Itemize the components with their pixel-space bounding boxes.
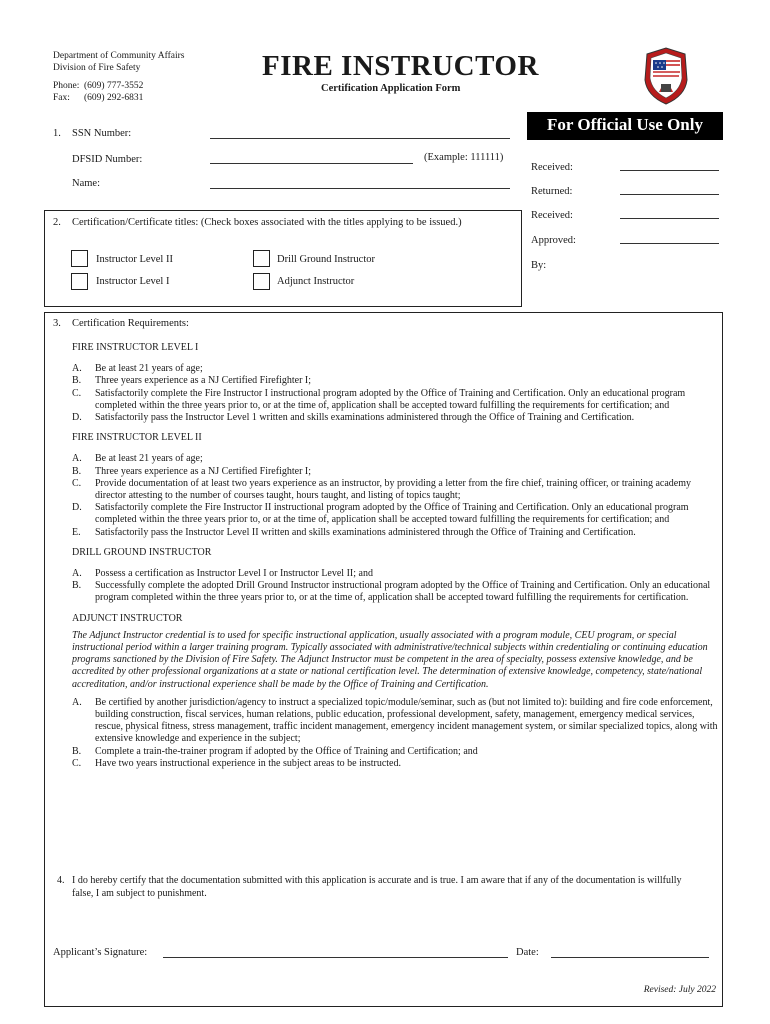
official-by-row <box>531 260 719 271</box>
adjunct-heading: ADJUNCT INSTRUCTOR <box>72 612 183 624</box>
list-item: C. Have two years instructional experience in the subject areas to be instructed. <box>72 757 401 769</box>
official-received-label: Received: <box>531 162 573 173</box>
section4-text: I do hereby certify that the documentation submitted with this application is accurate and is true. I am aware that if any of the documentation is willfully false, I am subject to punishment. <box>72 875 682 899</box>
section1-number: 1. <box>53 128 61 139</box>
checkbox-instructor-level-2[interactable] <box>71 250 88 267</box>
date-label: Date: <box>516 947 539 958</box>
official-by-label: By: <box>531 260 547 271</box>
official-received-2-line <box>620 218 719 219</box>
official-use-heading: For Official Use Only <box>527 112 723 140</box>
official-approved-line <box>620 243 719 244</box>
list-item: B. Three years experience as a NJ Certified Firefighter I; <box>72 465 312 477</box>
section2-number: 2. <box>53 217 61 228</box>
option-instructor-level-1: Instructor Level I <box>96 276 170 287</box>
fax-line <box>53 92 184 104</box>
phone-number: (609) 777-3552 <box>84 81 144 91</box>
official-returned-row <box>531 186 719 197</box>
list-item: C. Satisfactorily complete the Fire Instructor I instructional program adopted by the Office of Training and Certification. Only an educational program completed within the three years prior to, or at the time of, application shall be accepted toward fulfilling the requirements for certification; and <box>72 387 686 411</box>
list-item: A. Be certified by another jurisdiction/agency to instruct a specialized topic/module/seminar, such as (but not limited to): building and fire code enforcement, building construction, fiscal services, human relations, public education, professional development, safety, management, emergency medical services, rescue, physical fitness, stress management, traffic incident management, emergency incident management system, or similar specialized topics, along with extensive knowledge and experience in the subject; <box>72 696 718 745</box>
level2-heading: FIRE INSTRUCTOR LEVEL II <box>72 432 202 444</box>
phone-label: Phone: <box>53 81 80 91</box>
official-returned-line <box>620 194 719 195</box>
fax-number: (609) 292-6831 <box>84 93 144 103</box>
signature-field[interactable] <box>163 957 508 958</box>
option-adjunct-instructor: Adjunct Instructor <box>277 276 355 287</box>
dfsid-label: DFSID Number: <box>72 154 143 165</box>
fax-label: Fax: <box>53 93 70 103</box>
option-instructor-level-2: Instructor Level II <box>96 254 173 265</box>
date-field[interactable] <box>551 957 709 958</box>
ssn-input[interactable] <box>210 138 510 139</box>
ssn-label: SSN Number: <box>72 128 132 139</box>
list-item: A. Be at least 21 years of age; <box>72 363 203 375</box>
level1-requirements <box>72 342 722 424</box>
level2-requirements <box>72 432 722 539</box>
certification-statement <box>57 875 697 900</box>
page-subtitle: Certification Application Form <box>321 83 461 94</box>
official-received-line <box>620 170 719 171</box>
signature-label: Applicant’s Signature: <box>53 947 148 958</box>
official-received-row <box>531 162 719 173</box>
list-item: C. Provide documentation of at least two years experience as an instructor, by providing a letter from the fire chief, training officer, or training academy director attesting to the number of courses taught, hours taught, and listing of topics taught; <box>72 477 692 502</box>
checkbox-drill-ground-instructor[interactable] <box>253 250 270 267</box>
section4-number: 4. <box>57 875 65 886</box>
division-name: Division of Fire Safety <box>53 63 141 73</box>
list-item: D. Satisfactorily pass the Instructor Level 1 written and skills examinations administered through the Office of Training and Certification. <box>72 412 635 424</box>
list-item: A. Possess a certification as Instructor Level I or Instructor Level II; and <box>72 568 373 580</box>
drill-heading: DRILL GROUND INSTRUCTOR <box>72 546 212 558</box>
section3-number: 3. <box>53 318 61 329</box>
list-item: B. Complete a train-the-trainer program if adopted by the Office of Training and Certification; and <box>72 745 478 757</box>
list-item: B. Three years experience as a NJ Certified Firefighter I; <box>72 375 312 387</box>
page-title: FIRE INSTRUCTOR <box>262 50 539 82</box>
drill-requirements <box>72 547 722 605</box>
official-returned-label: Returned: <box>531 186 573 197</box>
requirements-content <box>72 342 722 778</box>
fire-safety-logo <box>641 46 691 106</box>
phone-line <box>53 80 184 92</box>
section3-label: Certification Requirements: <box>72 318 189 329</box>
option-drill-ground-instructor: Drill Ground Instructor <box>277 254 375 265</box>
list-item: E. Satisfactorily pass the Instructor Level II written and skills examinations administered through the Office of Training and Certification. <box>72 526 636 538</box>
checkbox-adjunct-instructor[interactable] <box>253 273 270 290</box>
dfsid-input[interactable] <box>210 163 413 164</box>
official-received-2-label: Received: <box>531 210 573 221</box>
agency-header <box>53 50 184 104</box>
name-input[interactable] <box>210 188 510 189</box>
checkbox-instructor-level-1[interactable] <box>71 273 88 290</box>
adjunct-requirements <box>72 613 722 770</box>
dfsid-example: (Example: 111111) <box>424 152 504 163</box>
official-received-2-row <box>531 210 719 221</box>
list-item: D. Satisfactorily complete the Fire Instructor II instructional program adopted by the Office of Training and Certification. Only an educational program completed within the three years prior to, or at the time of, application shall be accepted toward fulfilling the requirements for certification; and <box>72 502 689 526</box>
name-label: Name: <box>72 178 100 189</box>
revised-date: Revised: July 2022 <box>643 985 716 995</box>
official-approved-label: Approved: <box>531 235 576 246</box>
official-approved-row <box>531 235 719 246</box>
level1-heading: FIRE INSTRUCTOR LEVEL I <box>72 342 199 353</box>
department-name: Department of Community Affairs <box>53 51 185 61</box>
list-item: B. Successfully complete the adopted Drill Ground Instructor instructional program adopted by the Office of Training and Certification. Only an educational program completed within the three years prior to, or at the time of, application shall be accepted toward fulfilling the requirements for certification. <box>72 580 711 604</box>
adjunct-intro: The Adjunct Instructor credential is to used for specific instructional application, usually associated with a program module, CEU program, or special instructional period within a larger training program. Typically associated with administrative/technical subjects within credentialing or continuing education programs sanctioned by the Division of Fire Safety. The Adjunct Instructor must be competent in the area of specialty, possess extensive knowledge, and be accredited by other professional organizations at a state or national certification level. The determination of extensive knowledge, competency, state/national accreditation, and/or instructional experience shall be made by the Office of Training and Certification. <box>72 629 708 690</box>
list-item: A. Be at least 21 years of age; <box>72 453 203 465</box>
section2-label: Certification/Certificate titles: (Check boxes associated with the titles applying to be issued.) <box>72 217 462 228</box>
